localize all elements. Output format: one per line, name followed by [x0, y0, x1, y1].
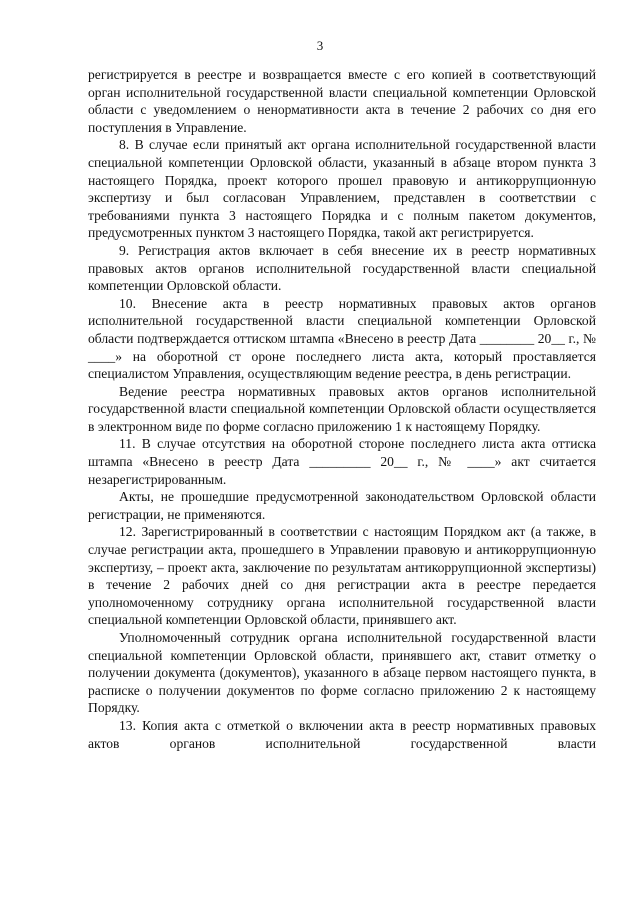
paragraph-item-11-unregistered: Акты, не прошедшие предусмотренной законодательством Орловской области регистрации, не применяются. [88, 489, 596, 522]
paragraph-item-10-registry: Ведение реестра нормативных правовых актов органов исполнительной государственной власти специальной компетенции Орловской области осуществляется в электронном виде по форме согласно приложению 1 к настоящему Порядку. [88, 383, 596, 434]
paragraph-continuation: регистрируется в реестре и возвращается вместе с его копией в соответствующий орган исполнительной государственной власти специальной компетенции Орловской области с уведомлением о ненормативности акта в течение 2 рабочих со дня его поступления в Управление. [88, 67, 596, 135]
paragraph-item-8: 8. В случае если принятый акт органа исполнительной государственной власти специальной компетенции Орловской области, указанный в абзаце втором пункта 3 настоящего Порядка, проект которого прошел правовую и антикоррупционную экспертизу и был согласован Управлением, представлен в соответствии с требованиями пункта 3 настоящего Порядка и с полным пакетом документов, предусмотренных пунктом 3 настоящего Порядка, такой акт регистрируется. [88, 137, 596, 241]
paragraph-item-11: 11. В случае отсутствия на оборотной стороне последнего листа акта оттиска штампа «Внесено в реестр Дата _________ 20__ г., № ____» акт считается незарегистрированным. [88, 436, 596, 487]
paragraph-item-12: 12. Зарегистрированный в соответствии с настоящим Порядком акт (а также, в случае регистрации акта, прошедшего в Управлении правовую и антикоррупционную экспертизу, – проект акта, заключение по результатам антикоррупционной экспертизы) в течение 2 рабочих дней со дня регистрации акта в реестре передается уполномоченному сотруднику органа исполнительной государственной власти специальной компетенции Орловской области, принявшего акт. [88, 524, 596, 628]
paragraph-item-12-receipt: Уполномоченный сотрудник органа исполнительной государственной власти специальной компетенции Орловской области, принявшего акт, ставит отметку о получении документа (документов), указанного в абзаце первом настоящего пункта, в расписке о получении документов по форме согласно приложению 2 к настоящему Порядку. [88, 630, 596, 716]
paragraph-item-13: 13. Копия акта с отметкой о включении акта в реестр нормативных правовых актов органов исполнительной государственной власти [88, 717, 596, 751]
page-number: 3 [316, 38, 324, 53]
paragraph-item-9: 9. Регистрация актов включает в себя внесение их в реестр нормативных правовых актов органов исполнительной государственной власти специальной компетенции Орловской области. [88, 242, 596, 294]
paragraph-item-10: 10. Внесение акта в реестр нормативных правовых актов органов исполнительной государственной власти специальной компетенции Орловской области подтверждается оттиском штампа «Внесено в реестр Дата ________ 20__ г., № ____» на оборотной ст ороне последнего листа акта, который проставляется специалистом Управления, осуществляющим ведение реестра, в день регистрации. [88, 295, 596, 382]
document-body [88, 66, 596, 752]
